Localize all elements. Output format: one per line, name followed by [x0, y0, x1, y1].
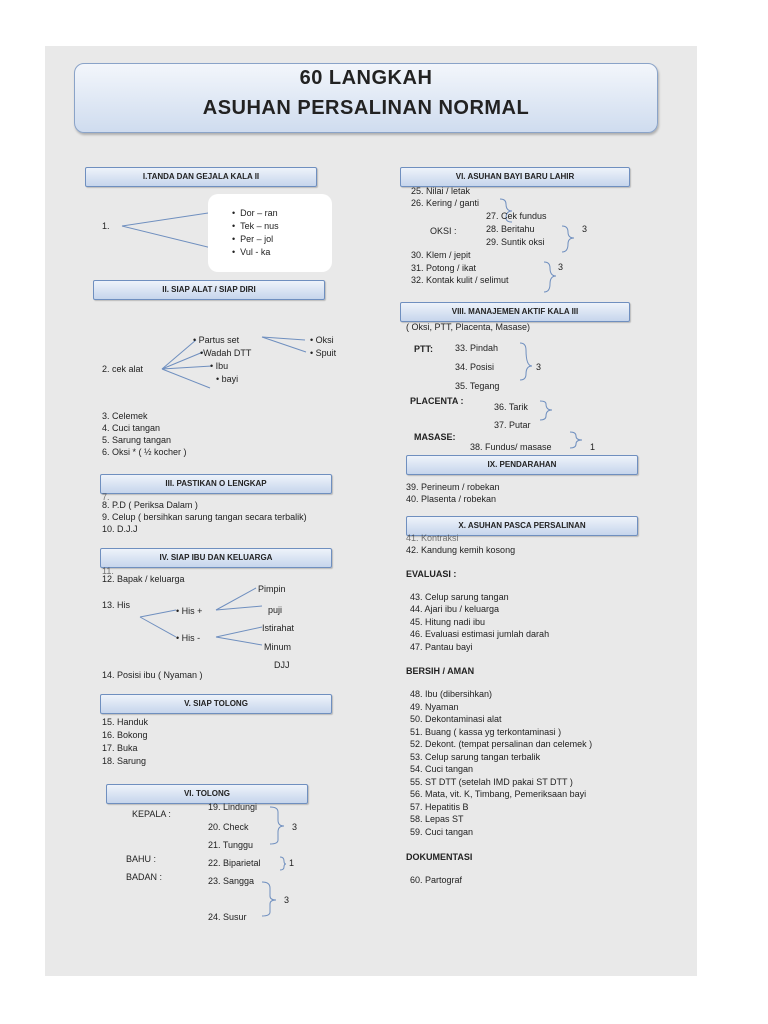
section-header-10: X. ASUHAN PASCA PERSALINAN — [406, 516, 638, 536]
his-action: Minum — [264, 642, 292, 652]
list-item: 48. Ibu (dibersihkan) — [410, 689, 493, 699]
list-item: 18. Sarung — [102, 756, 147, 766]
section-header-6: VI. TOLONG — [106, 784, 308, 804]
list-item: 22. Biparietal — [208, 858, 261, 868]
list-item: 16. Bokong — [102, 730, 148, 740]
section-header-9: IX. PENDARAHAN — [406, 455, 638, 475]
alat-item: •Wadah DTT — [200, 348, 252, 358]
list-item: 47. Pantau bayi — [410, 642, 473, 652]
title-line-1: 60 LANGKAH — [299, 67, 433, 89]
label-placenta: PLACENTA : — [410, 396, 464, 406]
item-2-cek-alat: 2. cek alat — [102, 364, 144, 374]
oksi-sub-item: 29. Suntik oksi — [486, 237, 545, 247]
alat-side-item: • Spuit — [310, 348, 337, 358]
list-item: 25. Nilai / letak — [411, 186, 471, 196]
sign-item: • Per – jol — [232, 234, 274, 244]
bracket-count: 1 — [289, 858, 295, 868]
bracket-count: 3 — [292, 822, 298, 832]
alat-item: • Partus set — [193, 335, 240, 345]
list-item: 20. Check — [208, 822, 249, 832]
list-item: 8. P.D ( Periksa Dalam ) — [102, 500, 198, 510]
bracket-count: 1 — [590, 442, 596, 452]
list-item: 30. Klem / jepit — [411, 250, 471, 260]
list-item: 37. Putar — [494, 420, 531, 430]
list-item: 54. Cuci tangan — [410, 764, 474, 774]
his-plus: • His + — [176, 606, 203, 616]
alat-side-item: • Oksi — [310, 335, 334, 345]
list-item-partial: 7. — [102, 492, 110, 502]
bracket-count: 3 — [558, 262, 564, 272]
list-item: 32. Kontak kulit / selimut — [411, 275, 509, 285]
section-header-5: V. SIAP TOLONG — [100, 694, 332, 714]
oksi-sub-item: 28. Beritahu — [486, 224, 535, 234]
list-item: 24. Susur — [208, 912, 247, 922]
his-action: Istirahat — [262, 623, 295, 633]
label-bersih-aman: BERSIH / AMAN — [406, 666, 475, 676]
list-item: 36. Tarik — [494, 402, 528, 412]
section-header-3: III. PASTIKAN O LENGKAP — [100, 474, 332, 494]
list-item: 17. Buka — [102, 743, 138, 753]
list-item: 44. Ajari ibu / keluarga — [410, 604, 500, 614]
list-item: 10. D.J.J — [102, 524, 138, 534]
list-item: 57. Hepatitis B — [410, 802, 469, 812]
list-item: 9. Celup ( bersihkan sarung tangan secara terbalik) — [102, 512, 307, 522]
list-item: 46. Evaluasi estimasi jumlah darah — [410, 629, 550, 639]
sign-item-label: Per – jol — [240, 234, 274, 244]
label-bahu: BAHU : — [126, 854, 157, 864]
list-item: 34. Posisi — [455, 362, 495, 372]
list-item-partial: 41. Kontraksi — [406, 533, 459, 543]
section-subtitle: ( Oksi, PTT, Placenta, Masase) — [406, 322, 531, 332]
list-item: 15. Handuk — [102, 717, 149, 727]
list-item: 53. Celup sarung tangan terbalik — [410, 752, 541, 762]
list-item: 21. Tunggu — [208, 840, 254, 850]
sign-item: • Vul - ka — [232, 247, 271, 257]
section-header-7: VI. ASUHAN BAYI BARU LAHIR — [400, 167, 630, 187]
alat-item: • Ibu — [210, 361, 229, 371]
bracket-count: 3 — [284, 895, 290, 905]
list-item: 14. Posisi ibu ( Nyaman ) — [102, 670, 203, 680]
item-1-number: 1. — [102, 221, 110, 231]
section-header-8: VIII. MANAJEMEN AKTIF KALA III — [400, 302, 630, 322]
list-item: 5. Sarung tangan — [102, 435, 172, 445]
label-evaluasi: EVALUASI : — [406, 569, 457, 579]
kala-ii-signs-box — [208, 194, 332, 272]
list-item: 43. Celup sarung tangan — [410, 592, 509, 602]
list-item: 51. Buang ( kassa yg terkontaminasi ) — [410, 727, 562, 737]
list-item: 58. Lepas ST — [410, 814, 464, 824]
label-oksi: OKSI : — [430, 226, 457, 236]
list-item: 19. Lindungi — [208, 802, 258, 812]
alat-item: • bayi — [216, 374, 239, 384]
his-action: Pimpin — [258, 584, 286, 594]
his-action: DJJ — [274, 660, 290, 670]
list-item: 31. Potong / ikat — [411, 263, 477, 273]
list-item: 42. Kandung kemih kosong — [406, 545, 516, 555]
list-item: 13. His — [102, 600, 131, 610]
sign-item-label: Tek – nus — [240, 221, 279, 231]
label-masase: MASASE: — [414, 432, 456, 442]
list-item: 59. Cuci tangan — [410, 827, 474, 837]
section-header-2: II. SIAP ALAT / SIAP DIRI — [93, 280, 325, 300]
list-item: 55. ST DTT (setelah IMD pakai ST DTT ) — [410, 777, 573, 787]
section-header-4: IV. SIAP IBU DAN KELUARGA — [100, 548, 332, 568]
list-item: 45. Hitung nadi ibu — [410, 617, 486, 627]
list-item: 49. Nyaman — [410, 702, 459, 712]
list-item: 23. Sangga — [208, 876, 255, 886]
sign-item: • Dor – ran — [232, 208, 278, 218]
list-item: 26. Kering / ganti — [411, 198, 480, 208]
list-item-partial: 11. — [102, 566, 114, 576]
list-item: 6. Oksi * ( ½ kocher ) — [102, 447, 187, 457]
list-item: 52. Dekont. (tempat persalinan dan celemek ) — [410, 739, 593, 749]
list-item: 40. Plasenta / robekan — [406, 494, 497, 504]
label-ptt: PTT: — [414, 344, 433, 354]
sign-item-label: Vul - ka — [240, 247, 271, 257]
list-item: 4. Cuci tangan — [102, 423, 161, 433]
bracket-count: 3 — [536, 362, 542, 372]
list-item: 3. Celemek — [102, 411, 148, 421]
his-action: puji — [268, 605, 283, 615]
list-item: 50. Dekontaminasi alat — [410, 714, 502, 724]
bracket-count: 3 — [582, 224, 588, 234]
sign-item-label: Dor – ran — [240, 208, 278, 218]
list-item: 38. Fundus/ masase — [470, 442, 552, 452]
list-item: 56. Mata, vit. K, Timbang, Pemeriksaan bayi — [410, 789, 587, 799]
label-dokumentasi: DOKUMENTASI — [406, 852, 473, 862]
section-header-1: I.TANDA DAN GEJALA KALA II — [85, 167, 317, 187]
his-minus: • His - — [176, 633, 201, 643]
list-item: 60. Partograf — [410, 875, 463, 885]
list-item: 12. Bapak / keluarga — [102, 574, 185, 584]
oksi-sub-item: 27. Cek fundus — [486, 211, 547, 221]
list-item: 33. Pindah — [455, 343, 499, 353]
label-badan: BADAN : — [126, 872, 163, 882]
sign-item: • Tek – nus — [232, 221, 279, 231]
title-line-2: ASUHAN PERSALINAN NORMAL — [202, 97, 530, 119]
label-kepala: KEPALA : — [132, 809, 171, 819]
list-item: 35. Tegang — [455, 381, 500, 391]
list-item: 39. Perineum / robekan — [406, 482, 500, 492]
